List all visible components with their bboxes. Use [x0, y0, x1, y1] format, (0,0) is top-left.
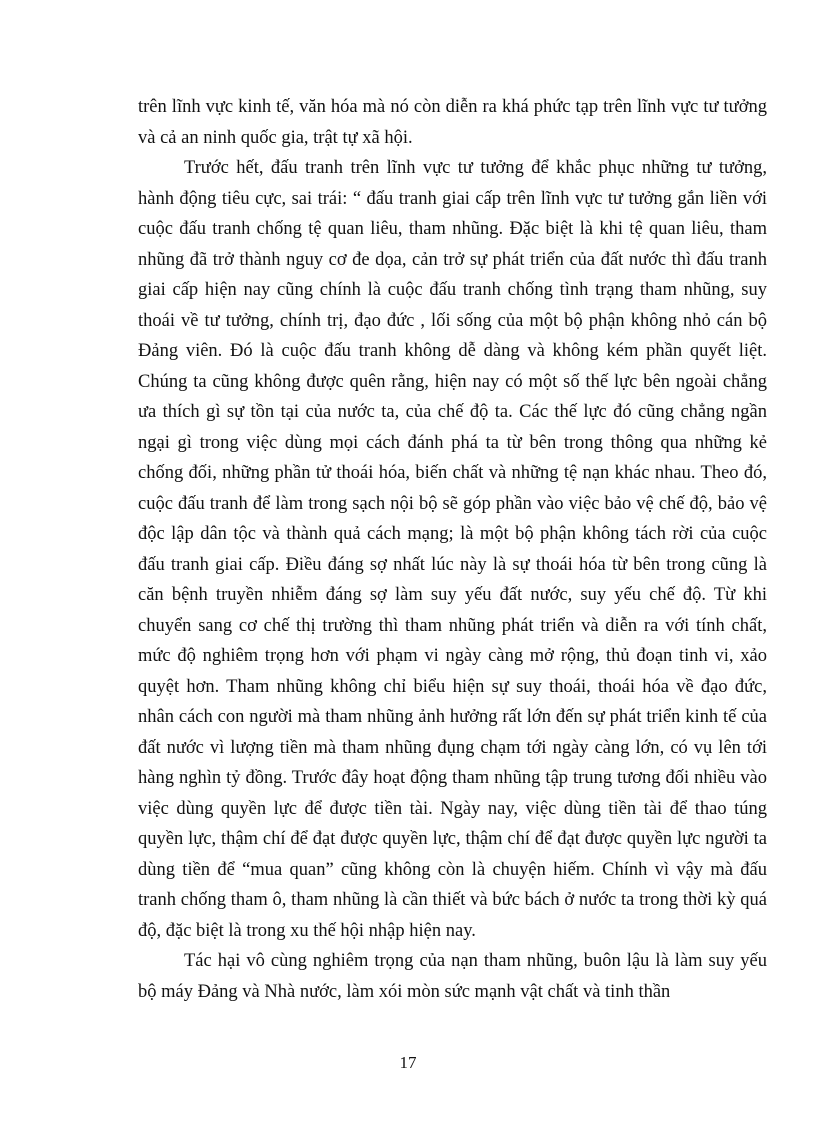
paragraph-continuation: trên lĩnh vực kinh tế, văn hóa mà nó còn diễn ra khá phức tạp trên lĩnh vực tư tưởng và cả an ninh quốc gia, trật tự xã hội. [138, 97, 767, 148]
paragraph-corruption-harm: Tác hại vô cùng nghiêm trọng của nạn tham nhũng, buôn lậu là làm suy yếu bộ máy Đảng và Nhà nước, làm xói mòn sức mạnh vật chất và tinh thần [138, 951, 767, 1002]
paragraph-ideological-struggle: Trước hết, đấu tranh trên lĩnh vực tư tưởng để khắc phục những tư tưởng, hành động tiêu cực, sai trái: “ đấu tranh giai cấp trên lĩnh vực tư tưởng gắn liền với cuộc đấu tranh chống tệ quan liêu, tham nhũng. Đặc biệt là khi tệ quan liêu, tham nhũng đã trở thành nguy cơ đe dọa, cản trở sự phát triển của đất nước thì đấu tranh giai cấp hiện nay cũng chính là cuộc đấu tranh chống tình trạng tham nhũng, suy thoái về tư tưởng, chính trị, đạo đức , lối sống của một bộ phận không nhỏ cán bộ Đảng viên. Đó là cuộc đấu tranh không dễ dàng và không kém phần quyết liệt. Chúng ta cũng không được quên rằng, hiện nay có một số thế lực bên ngoài chẳng ưa thích gì sự tồn tại của nước ta, của chế độ ta. Các thế lực đó cũng chẳng ngần ngại gì trong việc dùng mọi cách đánh phá ta từ bên trong thông qua những kẻ chống đối, những phần tử thoái hóa, biến chất và những tệ nạn khác nhau. Theo đó, cuộc đấu tranh để làm trong sạch nội bộ sẽ góp phần vào việc bảo vệ chế độ, bảo vệ độc lập dân tộc và thành quả cách mạng; là một bộ phận không tách rời của cuộc đấu tranh giai cấp. Điều đáng sợ nhất lúc này là sự thoái hóa từ bên trong cũng là căn bệnh truyền nhiễm đáng sợ làm suy yếu đất nước, suy yếu chế độ. Từ khi chuyển sang cơ chế thị trường thì tham nhũng phát triển và diễn ra với tính chất, mức độ nghiêm trọng hơn với phạm vi ngày càng mở rộng, thủ đoạn tinh vi, xảo quyệt hơn. Tham nhũng không chỉ biểu hiện sự suy thoái, thoái hóa về đạo đức, nhân cách con người mà tham nhũng ảnh hưởng rất lớn đến sự phát triển kinh tế của đất nước vì lượng tiền mà tham nhũng đụng chạm tới ngày càng lớn, có vụ lên tới hàng nghìn tỷ đồng. Trước đây hoạt động tham nhũng tập trung tương đối nhiều vào việc dùng quyền lực để được tiền tài. Ngày nay, việc dùng tiền tài để thao túng quyền lực, thậm chí để đạt được quyền lực, thậm chí để đạt được quyền lực người ta dùng tiền để “mua quan” cũng không còn là chuyện hiếm. Chính vì vậy mà đấu tranh chống tham ô, tham nhũng là cần thiết và bức bách ở nước ta trong thời kỳ quá độ, đặc biệt là trong xu thế hội nhập hiện nay. [138, 158, 767, 941]
page-number: 17 [399, 1053, 417, 1072]
body-text [138, 92, 767, 1007]
